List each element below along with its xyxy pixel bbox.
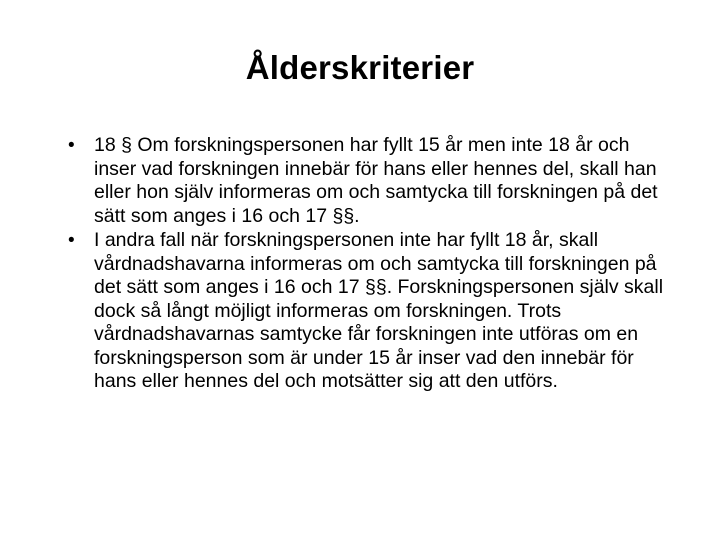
bullet-text: 18 § Om forskningspersonen har fyllt 15 år men inte 18 år och inser vad forskningen innebär för hans eller hennes del, skall han eller hon själv informeras om och samtycka till forskningen på det sätt som anges i 16 och 17 §§. [94, 134, 658, 227]
bullet-item-2 [62, 229, 672, 394]
bullet-text: I andra fall när forskningspersonen inte har fyllt 18 år, skall vårdnadshavarna informeras om och samtycka till forskningen på det sätt som anges i 16 och 17 §§. Forskningspersonen själv skall dock så långt möjligt informeras om forskningen. Trots vårdnadshavarnas samtycke får forskningen inte utföras om en forskningsperson som är under 15 år inser vad den innebär för hans eller hennes del och motsätter sig att den utförs. [94, 229, 664, 392]
bullet-dot-icon: • [68, 230, 75, 251]
bullet-item-1 [62, 134, 672, 228]
bullet-dot-icon: • [68, 135, 75, 156]
slide-title: Ålderskriterier [245, 49, 475, 86]
bullet-list [62, 134, 672, 395]
